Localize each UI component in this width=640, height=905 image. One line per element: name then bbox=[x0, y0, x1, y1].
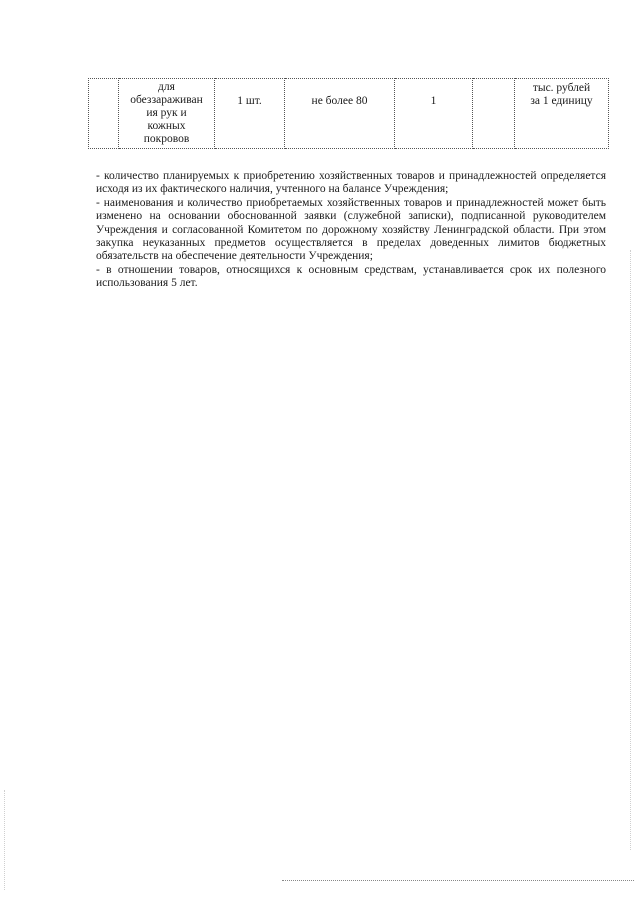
scan-artifact-line bbox=[282, 880, 634, 881]
notes-text bbox=[96, 170, 606, 291]
note-paragraph: - в отношении товаров, относящихся к основным средствам, устанавливается срок их полезного использования 5 лет. bbox=[96, 263, 606, 290]
note-paragraph: - наименования и количество приобретаемых хозяйственных товаров и принадлежностей может быть изменено на основании обоснованной заявки (служебной записки), подписанной руководителем Учреждения и согласованной Комитетом по дорожному хозяйству Ленинградской области. При этом закупка неуказанных предметов осуществляется в пределах доведенных лимитов бюджетных обязательств на обеспечение деятельности Учреждения; bbox=[96, 196, 606, 263]
goods-table bbox=[88, 78, 609, 149]
scan-artifact-edge bbox=[630, 250, 631, 850]
table-cell-name: для обеззараживан ия рук и кожных покровов bbox=[119, 79, 215, 149]
table-row bbox=[89, 79, 609, 149]
table-cell-number bbox=[89, 79, 119, 149]
table-cell-count: 1 bbox=[395, 79, 473, 149]
note-paragraph: - количество планируемых к приобретению хозяйственных товаров и принадлежностей определяется исходя из их фактического наличия, учтенного на балансе Учреждения; bbox=[96, 170, 606, 196]
table-cell-quantity: 1 шт. bbox=[215, 79, 285, 149]
scan-artifact-edge bbox=[4, 790, 5, 890]
table-cell-norm: не более 80 bbox=[285, 79, 395, 149]
table-cell-empty bbox=[473, 79, 515, 149]
table-cell-unit-price: тыс. рублей за 1 единицу bbox=[515, 79, 609, 149]
